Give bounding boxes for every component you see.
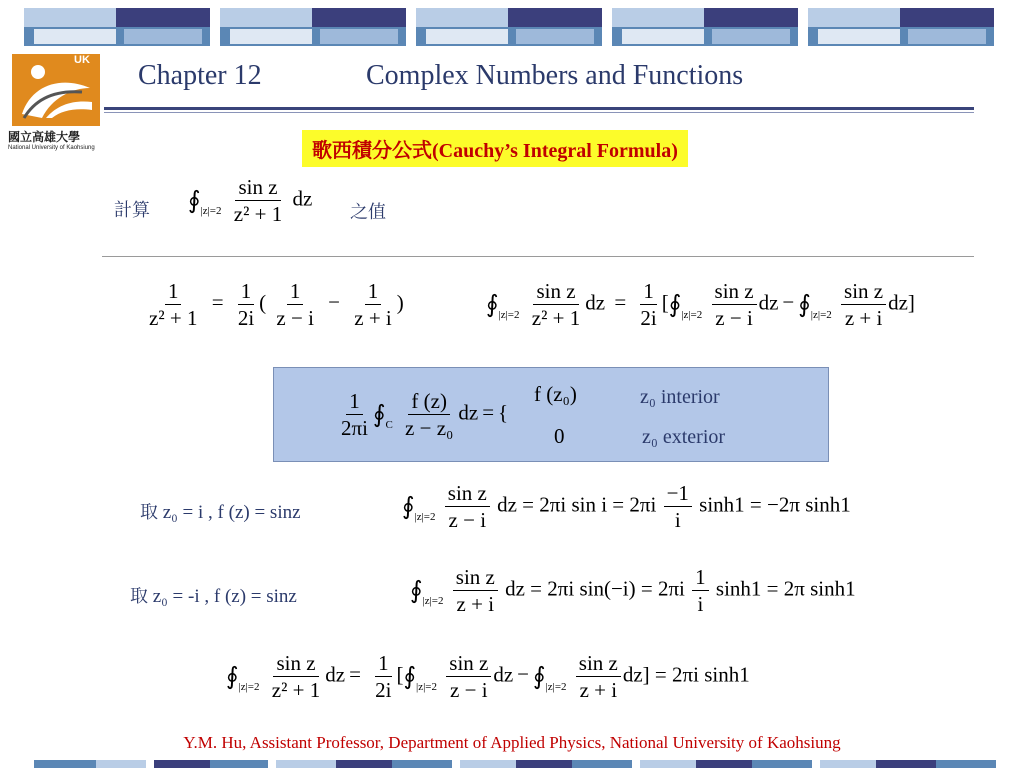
fraction-denominator: 2i	[237, 306, 255, 331]
chapter-label: Chapter 12	[138, 60, 262, 91]
fraction-denominator: z² + 1	[271, 678, 321, 703]
fraction-numerator: sin z	[235, 176, 280, 201]
partial-fraction-equation: $\frac{1}{\text{z² + 1}}$ = $\frac{1}{2i}$ ( $\frac{1}{z - i}$ − $\frac{1}{z + i}$ )	[144, 280, 404, 329]
fraction-numerator: f (z)	[408, 390, 450, 415]
fraction-denominator: z² + 1	[149, 306, 198, 331]
condition-text: z₀ = -i , f (z) = sinz	[152, 586, 297, 607]
fraction-denominator: z + i	[844, 306, 883, 331]
fraction-numerator: −1	[664, 482, 692, 507]
fraction-denominator: 2i	[375, 678, 392, 703]
integral-limit: |z|=2	[200, 205, 222, 218]
case-value-exterior: 0	[554, 424, 565, 448]
take-label: 取	[140, 502, 158, 523]
integral-limit: |z|=2	[810, 309, 832, 322]
integral-limit: |z|=2	[414, 511, 436, 524]
fraction-denominator: z − i	[450, 678, 488, 703]
logo-name-zh: 國立高雄大學	[8, 130, 81, 144]
fraction	[712, 280, 757, 329]
fraction-denominator: z − i	[276, 306, 314, 331]
fraction	[269, 652, 323, 701]
fraction-numerator: 1	[346, 390, 363, 415]
fraction	[664, 482, 692, 531]
problem-suffix: 之值	[350, 202, 386, 223]
fraction-numerator: 1	[165, 280, 182, 305]
fraction-denominator: 2πi	[341, 416, 368, 441]
equation-result: sinh1 = 2π sinh1	[715, 576, 856, 601]
fraction-denominator: 2i	[640, 306, 657, 331]
logo-badge: UK	[74, 54, 90, 66]
section-divider	[102, 256, 974, 257]
equation-result: sinh1 = −2π sinh1	[699, 492, 851, 517]
problem-prefix: 計算	[114, 200, 150, 221]
band-block	[220, 8, 406, 46]
cauchy-formula: $\frac{1}{2\pi i}$ $∮_C$ $\frac{f (z)}{\text{z − z₀}}$ dz = {	[336, 390, 508, 439]
fraction-numerator: 1	[287, 280, 304, 305]
fraction-numerator: sin z	[841, 280, 886, 305]
university-logo	[8, 50, 108, 158]
fraction-denominator: z − z₀	[405, 416, 454, 441]
fraction-numerator: 1	[365, 280, 382, 305]
integral-contour: C	[385, 419, 393, 432]
integral-limit: |z|=2	[422, 595, 444, 608]
bottom-decorative-band	[0, 760, 1024, 768]
band-block	[612, 8, 798, 46]
fraction	[453, 566, 498, 615]
band-block	[808, 8, 994, 46]
band-block	[416, 8, 602, 46]
fraction-denominator: z² + 1	[233, 202, 283, 227]
section-banner: 歌西積分公式(Cauchy’s Integral Formula)	[302, 130, 688, 167]
fraction-denominator: z − i	[448, 508, 487, 533]
fraction	[576, 652, 621, 701]
fraction-numerator: sin z	[576, 652, 621, 677]
case-i-equation: $∮_{|z|=2}$ $\frac{\text{sin z}}{z - i}$ dz = 2πi sin i = 2πi $\frac{-1}{i}$ sinh1 = −2π sinh1	[402, 481, 851, 533]
equation-middle: dz = 2πi sin i = 2πi	[497, 492, 657, 517]
fraction-denominator: z² + 1	[531, 306, 581, 331]
fraction-numerator: sin z	[533, 280, 578, 305]
fraction-denominator: z + i	[579, 678, 618, 703]
fraction	[402, 390, 456, 439]
case-i-condition	[140, 498, 301, 524]
take-label: 取	[130, 586, 148, 607]
page-title	[138, 60, 743, 92]
case-label-exterior: z₀ exterior	[642, 426, 726, 448]
fraction-numerator: sin z	[712, 280, 757, 305]
final-equation: $∮_{|z|=2}$ $\frac{\text{sin z}}{\text{z² + 1}}$ dz = $\frac{1}{2i}$ [$∮_{|z|=2}$ $\frac{\text{sin z}}{z - i}$ dz − $∮_{|z|=2}$ $\frac{\text{sin z}}{z + i}$ dz] = 2πi sinh1	[226, 651, 750, 703]
fraction-numerator: sin z	[273, 652, 318, 677]
fraction-denominator: z + i	[354, 306, 392, 331]
logo-name-en: National University of Kaohsiung	[8, 145, 95, 151]
fraction-numerator: sin z	[446, 652, 491, 677]
integral-limit: |z|=2	[416, 681, 438, 694]
fraction	[351, 280, 395, 329]
header-rule	[104, 107, 974, 110]
fraction-denominator: i	[697, 592, 704, 617]
fraction-numerator: 1	[640, 280, 657, 305]
fraction	[446, 652, 491, 701]
fraction	[338, 390, 371, 439]
contour-integral-symbol: ∮	[188, 188, 201, 215]
fraction-denominator: z − i	[715, 306, 753, 331]
fraction-denominator: z + i	[456, 592, 495, 617]
fraction	[692, 566, 709, 615]
problem-integral	[188, 176, 312, 225]
header-rule-thin	[104, 112, 974, 113]
case-label-interior: z₀ interior	[640, 386, 720, 408]
fraction	[273, 280, 317, 329]
fraction	[445, 482, 490, 531]
cauchy-formula-box	[273, 367, 829, 462]
band-block	[24, 8, 210, 46]
fraction-numerator: 1	[692, 566, 709, 591]
footer-credit: Y.M. Hu, Assistant Professor, Department of Applied Physics, National University of Kaohsiung	[183, 733, 841, 752]
fraction	[235, 280, 257, 329]
fraction	[231, 176, 285, 225]
fraction	[146, 280, 200, 329]
differential: dz	[292, 186, 313, 211]
fraction-numerator: sin z	[445, 482, 490, 507]
equation-middle: dz = 2πi sin(−i) = 2πi	[505, 576, 685, 601]
integral-limit: |z|=2	[498, 309, 520, 322]
top-decorative-band	[0, 0, 1024, 48]
fraction-numerator: 1	[238, 280, 255, 305]
case-minus-i-equation: $∮_{|z|=2}$ $\frac{\text{sin z}}{z + i}$ dz = 2πi sin(−i) = 2πi $\frac{1}{i}$ sinh1 = 2π sinh1	[410, 565, 856, 617]
fraction-numerator: 1	[375, 652, 392, 677]
fraction	[841, 280, 886, 329]
fraction-denominator: i	[674, 508, 681, 533]
split-integral-equation: $∮_{|z|=2}$ $\frac{\text{sin z}}{\text{z² + 1}}$ dz = $\frac{1}{2i}$ [$∮_{|z|=2}$ $\frac{\text{sin z}}{z - i}$ dz − $∮_{|z|=2}$ $\frac{\text{sin z}}{z + i}$ dz]	[486, 279, 915, 331]
integral-limit: |z|=2	[238, 681, 260, 694]
case-value-interior: f (z₀)	[534, 382, 577, 406]
integral-limit: |z|=2	[681, 309, 703, 322]
fraction-numerator: sin z	[453, 566, 498, 591]
condition-text: z₀ = i , f (z) = sinz	[162, 502, 301, 523]
fraction	[529, 280, 583, 329]
fraction	[637, 280, 659, 329]
equation-result: dz] = 2πi sinh1	[622, 662, 750, 687]
case-minus-i-condition	[130, 582, 297, 608]
chapter-title: Complex Numbers and Functions	[366, 60, 744, 91]
fraction	[372, 652, 394, 701]
integral-limit: |z|=2	[545, 681, 567, 694]
